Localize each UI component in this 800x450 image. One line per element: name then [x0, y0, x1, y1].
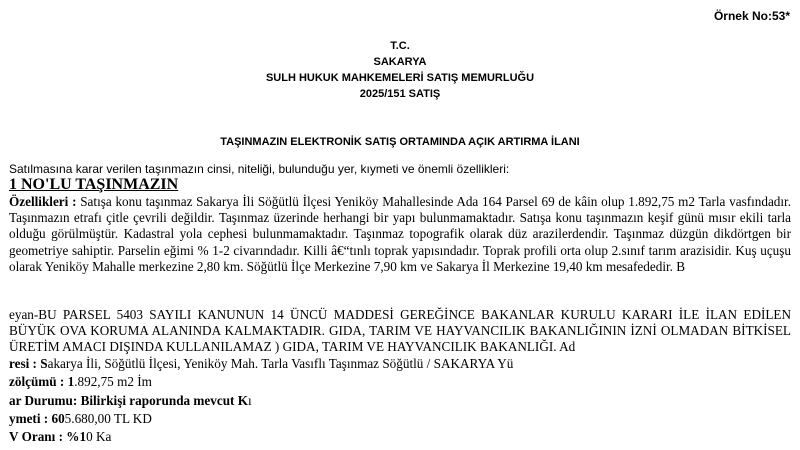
address-label: resi :: [9, 356, 41, 371]
property-section-title: 1 NO'LU TAŞINMAZIN: [9, 176, 179, 193]
area-line: [9, 374, 152, 390]
document-header: [0, 38, 800, 102]
zoning-tail: ı: [247, 393, 252, 408]
vat-label: V Oranı :: [9, 429, 67, 444]
header-city: SAKARYA: [373, 56, 427, 68]
header-office: SULH HUKUK MAHKEMELERİ SATIŞ MEMURLUĞU: [265, 72, 535, 84]
value-line: [9, 411, 152, 427]
area-label: zölçümü :: [9, 374, 68, 389]
value-amount: 5.680,00 TL KD: [64, 411, 152, 426]
value-label: ymeti :: [9, 411, 52, 426]
area-lead: 1: [67, 374, 75, 389]
vat-value: 0 Ka: [86, 429, 112, 444]
address-lead: S: [40, 356, 48, 371]
zoning-label: ar Durumu:: [9, 393, 81, 408]
intro-text: Satılmasına karar verilen taşınmazın cinsi, niteliği, bulunduğu yer, kıymeti ve önemli özellikleri:: [9, 162, 510, 176]
features-text: Satışa konu taşınmaz Sakarya İli Söğütlü İlçesi Yeniköy Mahallesinde Ada 164 Parsel 69 de kâin olup 1.892,75 m2 Tarla vasfındadır. Taşınmazın etrafı çitle çevrili değildir. Taşınmaz üzerinde herhangi bir yapı bulunmamaktadır. Satışa konu taşınmazın keşif günü mısır ekili tarla olduğu görülmüştür. Kadastral yola cephesi bulunmamaktadır. Taşınmaz topografik olarak düz arazilerdendir. Taşınmaz düzgün dikdörtgen bir geometriye sahiptir. Parselin eğimi % 1-2 civarındadır. Killi â€“tınlı toprak yapısındadır. Toprak profili orta olup 2.sınıf tarım arazisidir. Kuş uçuşu olarak Yeniköy Mahalle merkezine 2,80 km. Söğütlü İlçe Merkezine 7,90 km ve Sakarya İl Merkezine 19,40 km mesafededir. B: [9, 194, 792, 274]
area-value: .892,75 m2 İm: [74, 374, 152, 389]
property-features-paragraph: [9, 194, 791, 275]
header-case-number: 2025/151 SATIŞ: [359, 88, 441, 100]
value-lead: 60: [51, 411, 65, 426]
address-line: [9, 356, 513, 372]
vat-lead: %1: [66, 429, 87, 444]
zoning-value: Bilirkişi raporunda mevcut K: [80, 393, 248, 408]
address-value: akarya İli, Söğütlü İlçesi, Yeniköy Mah. Tarla Vasıflı Taşınmaz Söğütlü / SAKARYA Yü: [47, 356, 514, 371]
zoning-line: [9, 393, 252, 409]
example-number: Örnek No:53*: [713, 9, 790, 23]
features-label: Özellikleri :: [9, 194, 77, 209]
header-tc: T.C.: [390, 40, 410, 52]
declaration-paragraph: eyan-BU PARSEL 5403 SAYILI KANUNUN 14 ÜNCÜ MADDESİ GEREĞİNCE BAKANLAR KURULU KARARI İLE İLAN EDİLEN BÜYÜK OVA KORUMA ALANINDA KALMAKTADIR. GIDA, TARIM VE HAYVANCILIK BAKANLIĞININ İZNİ OLMADAN BİTKİSEL ÜRETİM AMACI DIŞINDA KULLANILAMAZ ) GIDA, TARIM VE HAYVANCILIK BAKANLIĞI. Ad: [9, 307, 791, 355]
vat-line: [9, 429, 111, 445]
announcement-title: TAŞINMAZIN ELEKTRONİK SATIŞ ORTAMINDA AÇIK ARTIRMA İLANI: [220, 136, 580, 148]
